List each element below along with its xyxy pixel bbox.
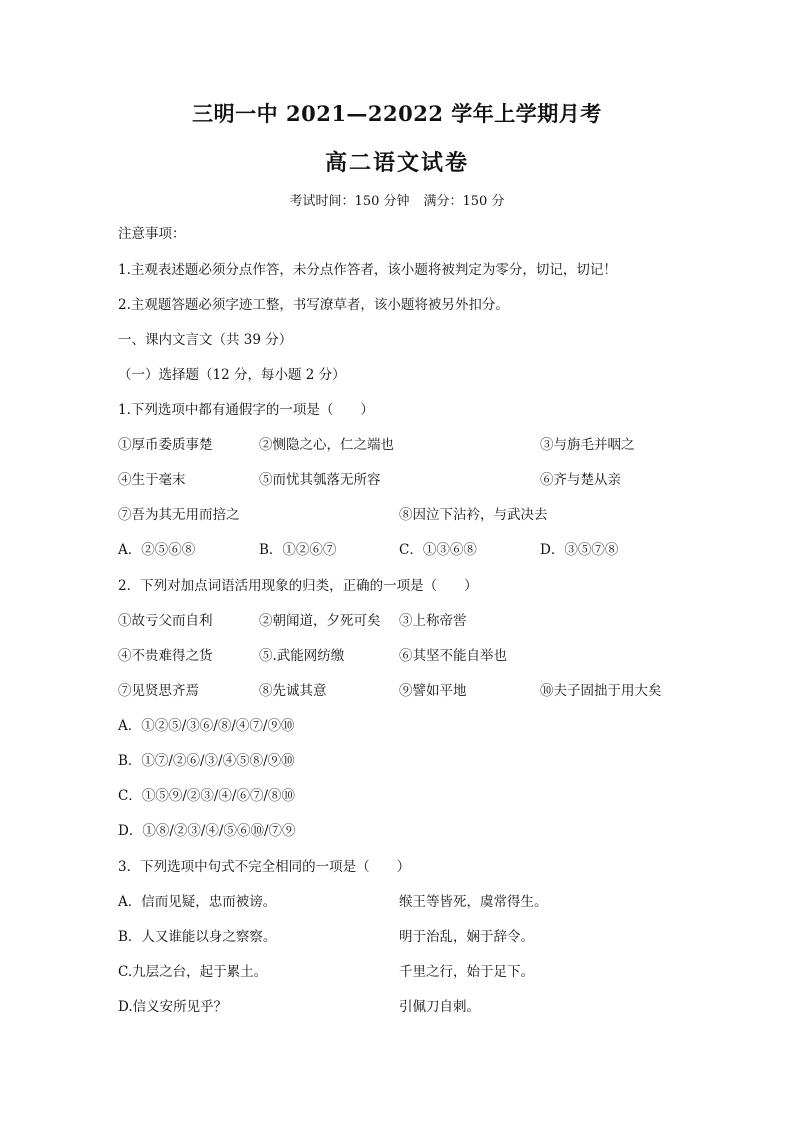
q2-option-b: B．①⑦/②⑥/③/④⑤⑧/⑨⑩ [118, 753, 295, 769]
q2-item: ⑨譬如平地 [399, 683, 467, 699]
q1-item: ②恻隐之心，仁之端也 [259, 437, 394, 453]
q2-item: ⑦见贤思齐焉 [118, 683, 199, 699]
q1-option-a: A．②⑤⑥⑧ [118, 542, 196, 558]
q1-item: ⑥齐与楚从亲 [540, 472, 621, 488]
q3-option-a: A．信而见疑，忠而被谤。 [118, 894, 277, 910]
question-1-stem: 1.下列选项中都有通假字的一项是（ ） [118, 402, 374, 418]
q2-item: ⑥其坚不能自举也 [399, 648, 507, 664]
section-title: 一、课内文言文（共 39 分） [118, 332, 293, 348]
full-score: 满分：150 分 [423, 194, 505, 209]
notes-heading: 注意事项： [118, 226, 186, 242]
q1-option-d: D．③⑤⑦⑧ [540, 542, 619, 558]
q2-item: ③上称帝喾 [399, 613, 467, 629]
question-3-stem: 3．下列选项中句式不完全相同的一项是（ ） [118, 859, 411, 875]
q1-item: ⑧因泣下沾衿，与武决去 [399, 507, 548, 523]
q2-option-c: C．①⑤⑨/②③/④/⑥⑦/⑧⑩ [118, 788, 296, 804]
q1-item: ⑤而忧其瓠落无所容 [259, 472, 381, 488]
q1-item: ①厚币委质事楚 [118, 437, 213, 453]
q2-item: ④不贵难得之货 [118, 648, 213, 664]
q3-option-c-pair: 千里之行，始于足下。 [399, 964, 534, 980]
q3-option-a-pair: 缑王等皆死，虞常得生。 [399, 894, 548, 910]
q1-item: ④生于毫末 [118, 472, 186, 488]
q2-item: ⑤.武能网纺缴 [259, 648, 345, 664]
q3-option-c: C.九层之台，起于累土。 [118, 964, 268, 980]
exam-info [0, 190, 794, 209]
q2-item: ⑧先诚其意 [259, 683, 327, 699]
q1-item: ③与旃毛并咽之 [540, 437, 635, 453]
question-2-stem: 2．下列对加点词语活用现象的归类，正确的一项是（ ） [118, 578, 478, 594]
q1-option-b: B．①②⑥⑦ [259, 542, 337, 558]
q2-item: ②朝闻道，夕死可矣 [259, 613, 381, 629]
q2-option-a: A．①②⑤/③⑥/⑧/④⑦/⑨⑩ [118, 718, 295, 734]
q1-item: ⑦吾为其无用而掊之 [118, 507, 240, 523]
exam-subtitle: 高二语文试卷 [324, 150, 469, 176]
q2-option-d: D．①⑧/②③/④/⑤⑥⑩/⑦⑨ [118, 823, 296, 839]
part-title: （一）选择题（12 分，每小题 2 分） [118, 367, 346, 383]
exam-title: 三明一中 2021—22022 学年上学期月考 [192, 101, 602, 126]
q1-option-c: C．①③⑥⑧ [399, 542, 477, 558]
q2-item: ①故亏父而自利 [118, 613, 213, 629]
q3-option-d-pair: 引佩刀自刺。 [399, 999, 480, 1015]
note-item-2: 2.主观题答题必须字迹工整，书写潦草者，该小题将被另外扣分。 [118, 297, 509, 313]
q2-item: ⑩夫子固拙于用大矣 [540, 683, 662, 699]
q3-option-d: D.信义安所见乎？ [118, 999, 228, 1015]
q3-option-b-pair: 明于治乱，娴于辞令。 [399, 929, 534, 945]
q3-option-b: B．人又谁能以身之察察。 [118, 929, 277, 945]
note-item-1: 1.主观表述题必须分点作答，未分点作答者，该小题将被判定为零分，切记，切记！ [118, 262, 617, 278]
exam-time: 考试时间：150 分钟 [289, 194, 410, 209]
